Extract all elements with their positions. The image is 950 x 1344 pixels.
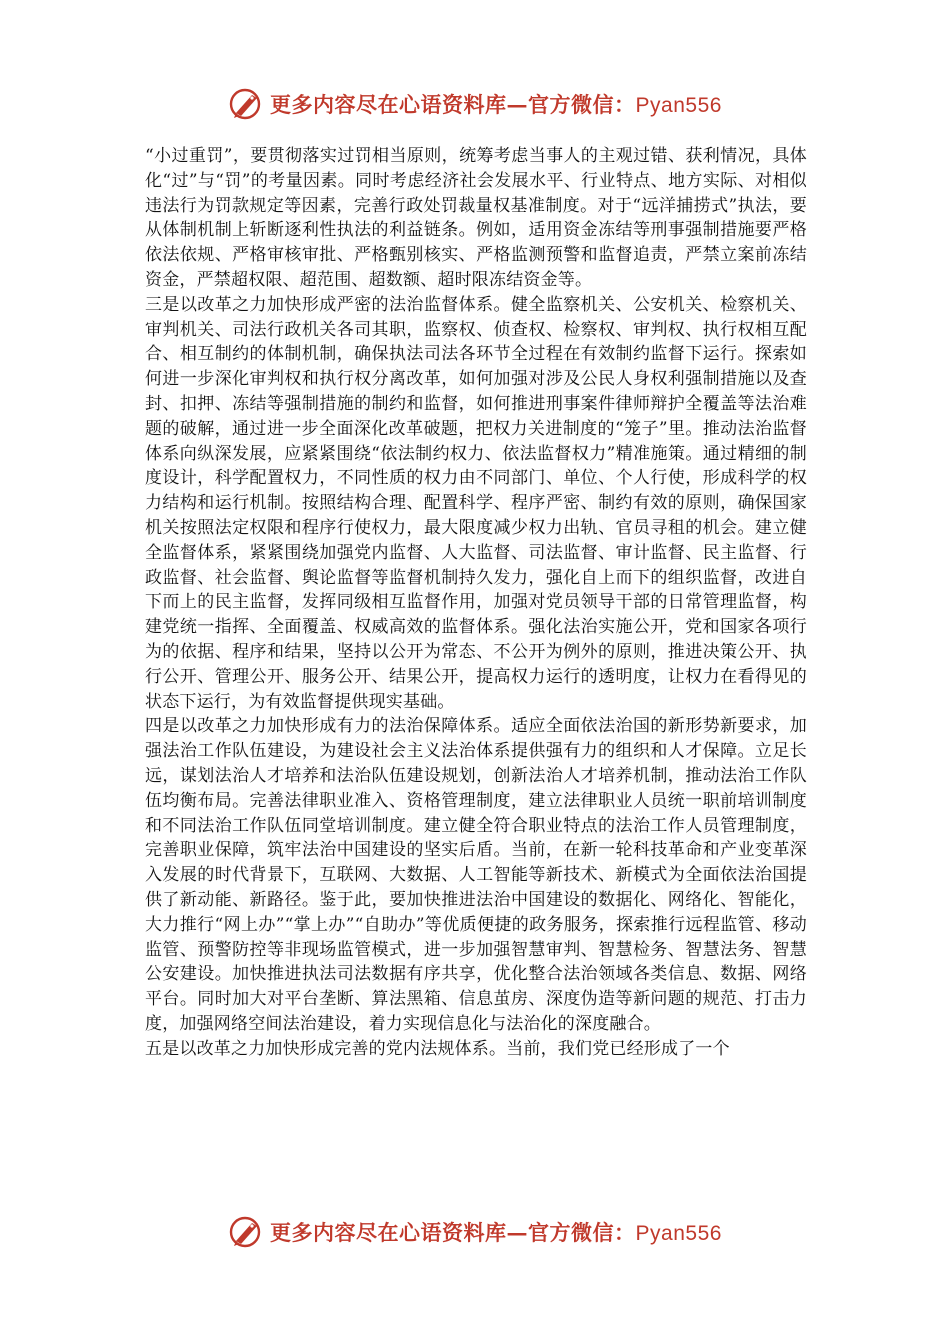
- header-banner: [0, 84, 950, 124]
- paragraph-3: 四是以改革之力加快形成有力的法治保障体系。适应全面依法治国的新形势新要求，加强法治工作队伍建设，为建设社会主义法治体系提供强有力的组织和人才保障。立足长远，谋划法治人才培养和法治队伍建设规划，创新法治人才培养机制，推动法治工作队伍均衡布局。完善法律职业准入、资格管理制度，建立法律职业人员统一职前培训制度和不同法治工作队伍同堂培训制度。建立健全符合职业特点的法治工作人员管理制度，完善职业保障，筑牢法治中国建设的坚实后盾。当前，在新一轮科技革命和产业变革深入发展的时代背景下，互联网、大数据、人工智能等新技术、新模式为全面依法治国提供了新动能、新路径。鉴于此，要加快推进法治中国建设的数据化、网络化、智能化，大力推行“网上办”“掌上办”“自助办”等优质便捷的政务服务，探索推行远程监管、移动监管、预警防控等非现场监管模式，进一步加强智慧审判、智慧检务、智慧法务、智慧公安建设。加快推进执法司法数据有序共享，优化整合法治领域各类信息、数据、网络平台。同时加大对平台垄断、算法黑箱、信息茧房、深度伪造等新问题的规范、打击力度，加强网络空间法治建设，着力实现信息化与法治化的深度融合。: [145, 716, 807, 1034]
- footer-banner-label: 更多内容尽在心语资料库—官方微信：: [270, 1220, 636, 1245]
- paragraph-4: 五是以改革之力加快形成完善的党内法规体系。当前，我们党已经形成了一个: [145, 1038, 730, 1059]
- footer-banner-text: [270, 1217, 722, 1247]
- paragraph-2: 三是以改革之力加快形成严密的法治监督体系。健全监察机关、公安机关、检察机关、审判机关、司法行政机关各司其职，监察权、侦查权、检察权、审判权、执行权相互配合、相互制约的体制机制，确保执法司法各环节全过程在有效制约监督下运行。探索如何进一步深化审判权和执行权分离改革，如何加强对涉及公民人身权利强制措施以及查封、扣押、冻结等强制措施的制约和监督，如何推进刑事案件律师辩护全覆盖等法治难题的破解，通过进一步全面深化改革破题，把权力关进制度的“笼子”里。推动法治监督体系向纵深发展，应紧紧围绕“依法制约权力、依法监督权力”精准施策。通过精细的制度设计，科学配置权力，不同性质的权力由不同部门、单位、个人行使，形成科学的权力结构和运行机制。按照结构合理、配置科学、程序严密、制约有效的原则，确保国家机关按照法定权限和程序行使权力，最大限度减少权力出轨、官员寻租的机会。建立健全监督体系，紧紧围绕加强党内监督、人大监督、司法监督、审计监督、民主监督、行政监督、社会监督、舆论监督等监督机制持久发力，强化自上而下的组织监督，改进自下而上的民主监督，发挥同级相互监督作用，加强对党员领导干部的日常管理监督，构建党统一指挥、全面覆盖、权威高效的监督体系。强化法治实施公开，党和国家各项行为的依据、程序和结果，坚持以公开为常态、不公开为例外的原则，推进决策公开、执行公开、管理公开、服务公开、结果公开，提高权力运行的透明度，让权力在看得见的状态下运行，为有效监督提供现实基础。: [145, 294, 807, 712]
- header-banner-label: 更多内容尽在心语资料库—官方微信：: [270, 92, 636, 117]
- paragraph-1: “小过重罚”，要贯彻落实过罚相当原则，统筹考虑当事人的主观过错、获利情况，具体化“过”与“罚”的考量因素。同时考虑经济社会发展水平、行业特点、地方实际、对相似违法行为罚款规定等因素，完善行政处罚裁量权基准制度。对于“远洋捕捞式”执法，要从体制机制上斩断逐利性执法的利益链条。例如，适用资金冻结等刑事强制措施要严格依法依规、严格审核审批、严格甄别核实、严格监测预警和监督追责，严禁立案前冻结资金，严禁超权限、超范围、超数额、超时限冻结资金等。: [145, 146, 807, 290]
- header-banner-text: [270, 89, 722, 119]
- header-wechat-id: Pyan556: [635, 94, 722, 117]
- footer-banner: [0, 1212, 950, 1252]
- document-body: [145, 144, 807, 1061]
- pen-nib-logo-icon: [228, 86, 264, 122]
- footer-wechat-id: Pyan556: [635, 1222, 722, 1245]
- pen-nib-logo-icon: [228, 1214, 264, 1250]
